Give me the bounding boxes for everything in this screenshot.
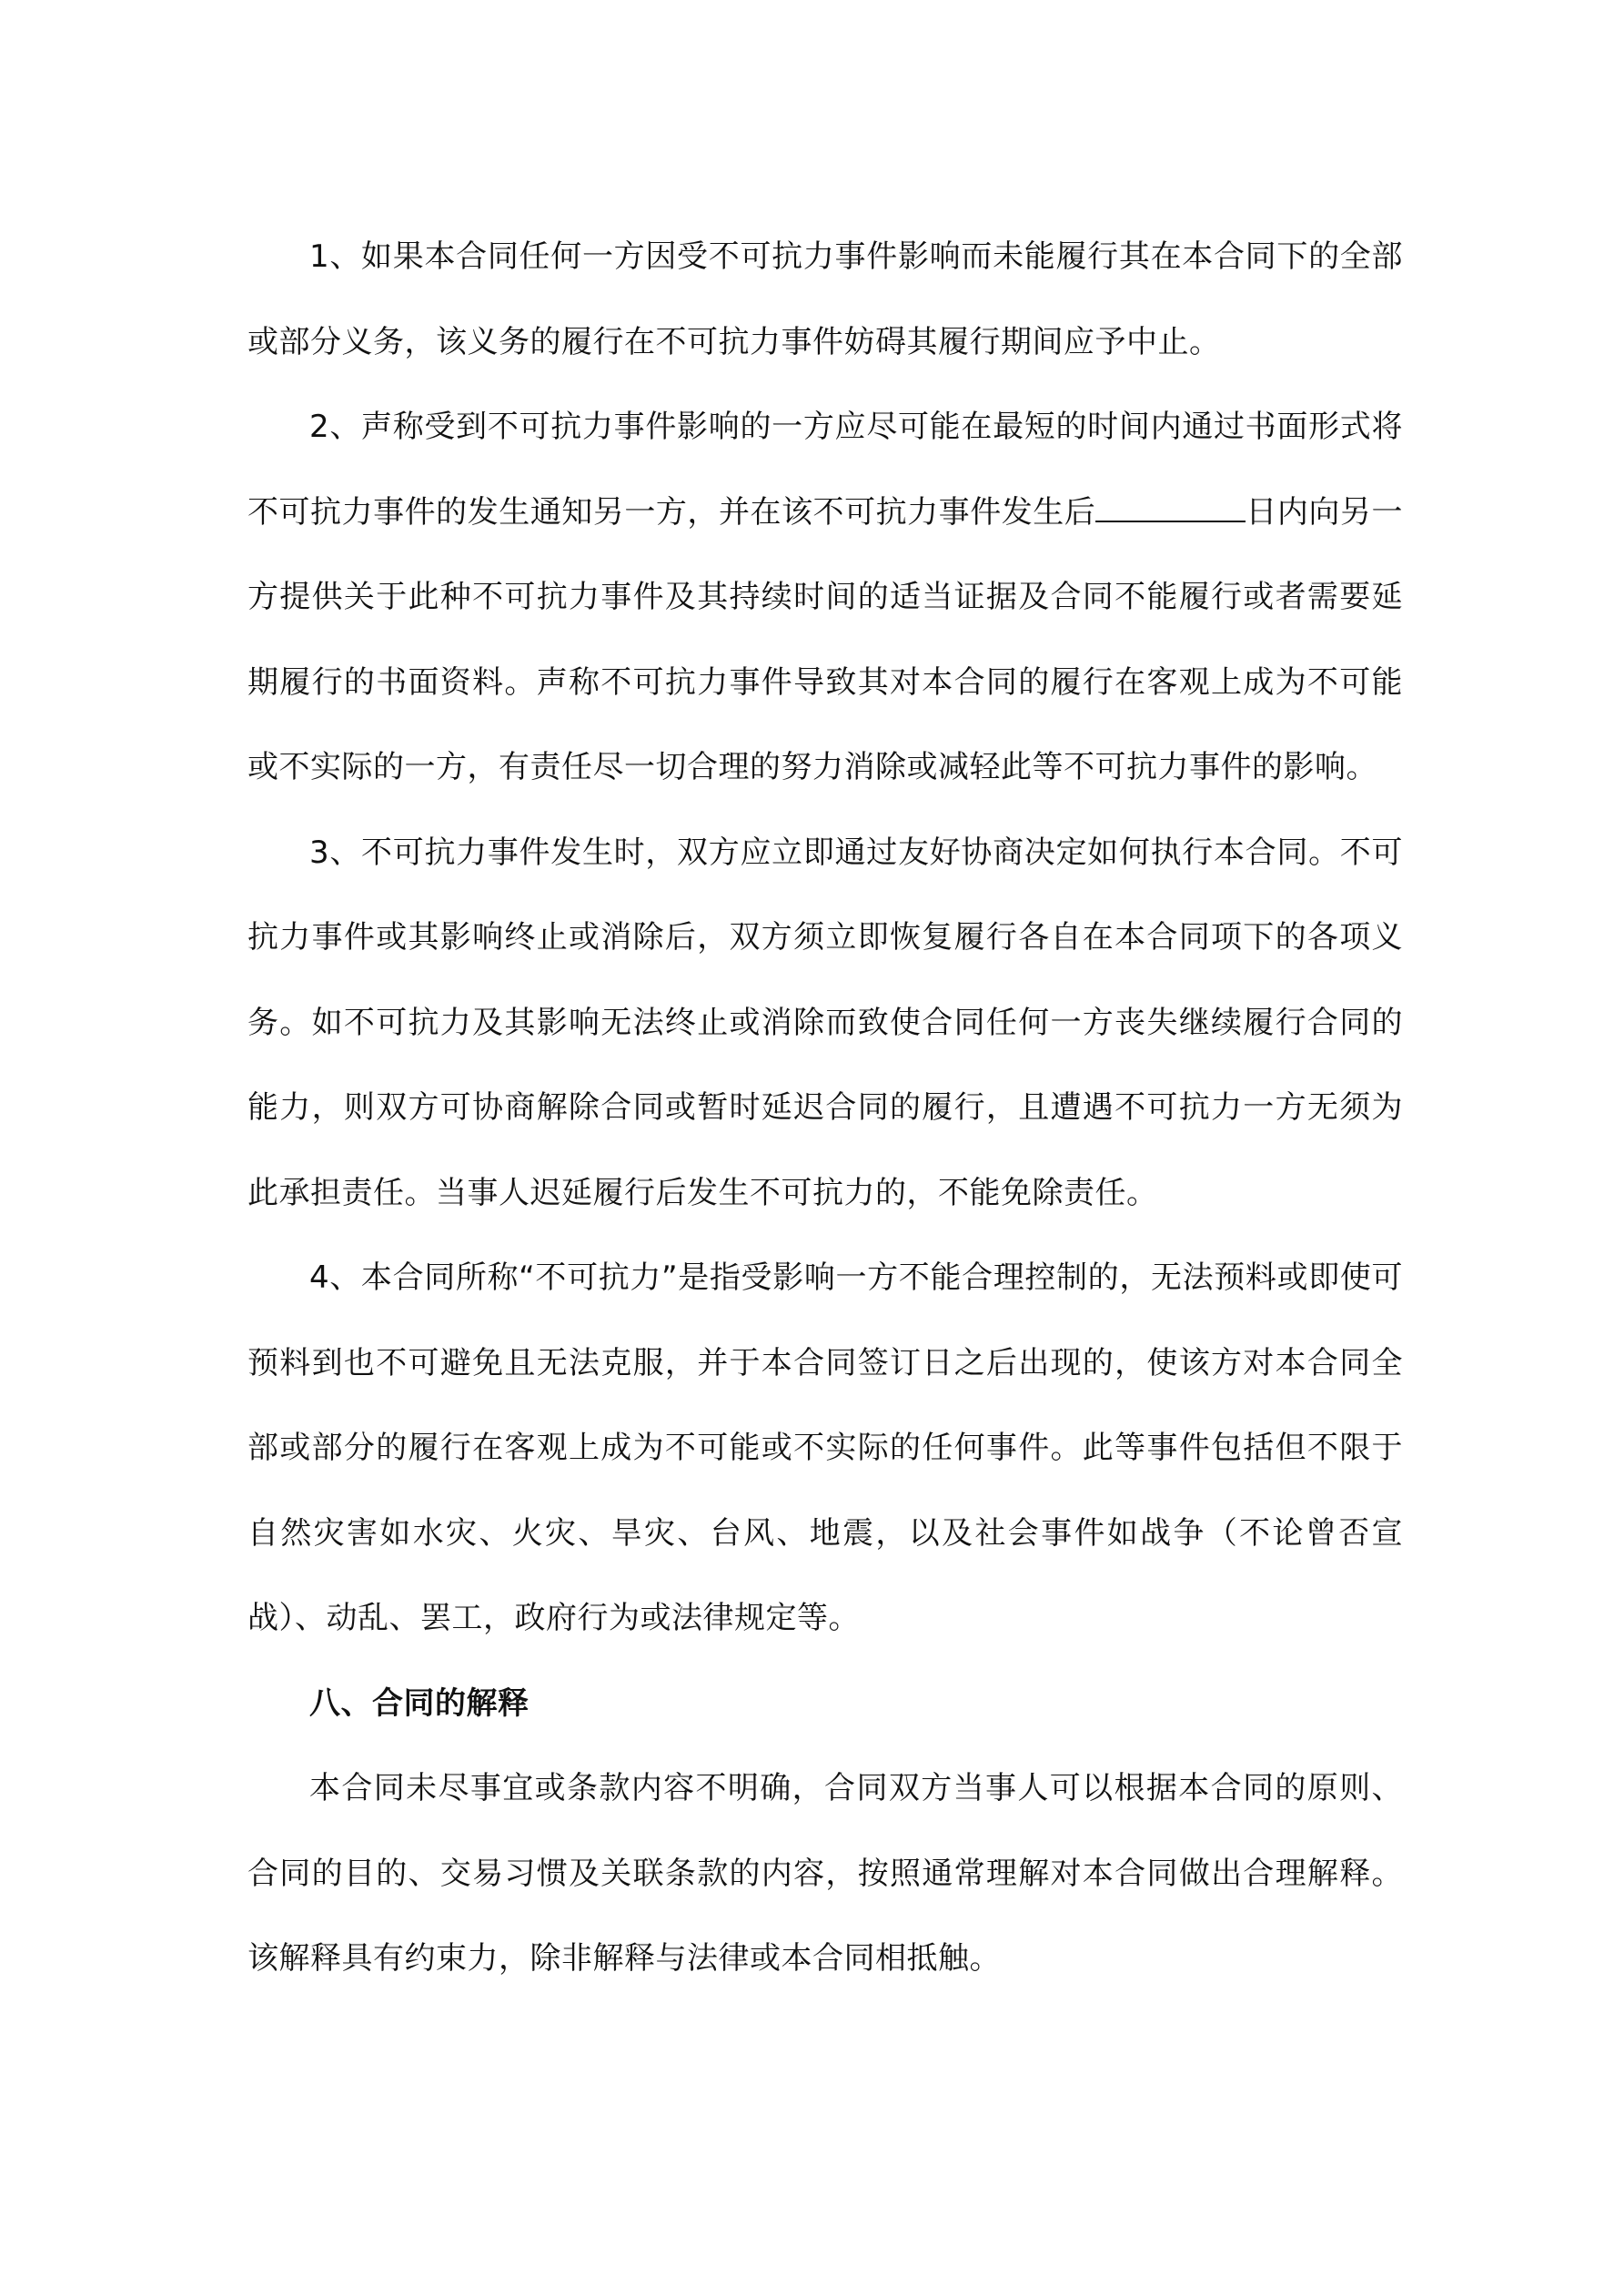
clause-2 — [247, 385, 1403, 811]
clause-3: 3、不可抗力事件发生时，双方应立即通过友好协商决定如何执行本合同。不可抗力事件或其影响终止或消除后，双方须立即恢复履行各自在本合同项下的各项义务。如不可抗力及其影响无法终止或消除而致使合同任何一方丧失继续履行合同的能力，则双方可协商解除合同或暂时延迟合同的履行，且遭遇不可抗力一方无须为此承担责任。当事人迟延履行后发生不可抗力的，不能免除责任。 — [247, 834, 1403, 1211]
clause-4: 4、本合同所称“不可抗力”是指受影响一方不能合理控制的，无法预料或即使可预料到也不可避免且无法克服，并于本合同签订日之后出现的，使该方对本合同全部或部分的履行在客观上成为不可能或不实际的任何事件。此等事件包括但不限于自然灾害如水灾、火灾、旱灾、台风、地震，以及社会事件如战争（不论曾否宣战）、动乱、罢工，政府行为或法律规定等。 — [247, 1259, 1403, 1636]
fill-in-blank-days — [1095, 493, 1246, 522]
clause-2-text-before-blank: 2、声称受到不可抗力事件影响的一方应尽可能在最短的时间内通过书面形式将不可抗力事件的发生通知另一方，并在该不可抗力事件发生后 — [247, 409, 1403, 531]
clause-1: 1、如果本合同任何一方因受不可抗力事件影响而未能履行其在本合同下的全部或部分义务，该义务的履行在不可抗力事件妨碍其履行期间应予中止。 — [247, 238, 1403, 360]
document-body — [247, 215, 1403, 2002]
section-8-body: 本合同未尽事宜或条款内容不明确，合同双方当事人可以根据本合同的原则、合同的目的、交易习惯及关联条款的内容，按照通常理解对本合同做出合理解释。该解释具有约束力，除非解释与法律或本合同相抵触。 — [247, 1770, 1403, 1977]
clause-2-text-after-blank: 日内向另一方提供关于此种不可抗力事件及其持续时间的适当证据及合同不能履行或者需要延期履行的书面资料。声称不可抗力事件导致其对本合同的履行在客观上成为不可能或不实际的一方，有责任尽一切合理的努力消除或减轻此等不可抗力事件的影响。 — [247, 493, 1403, 785]
section-8-heading: 八、合同的解释 — [309, 1684, 530, 1722]
